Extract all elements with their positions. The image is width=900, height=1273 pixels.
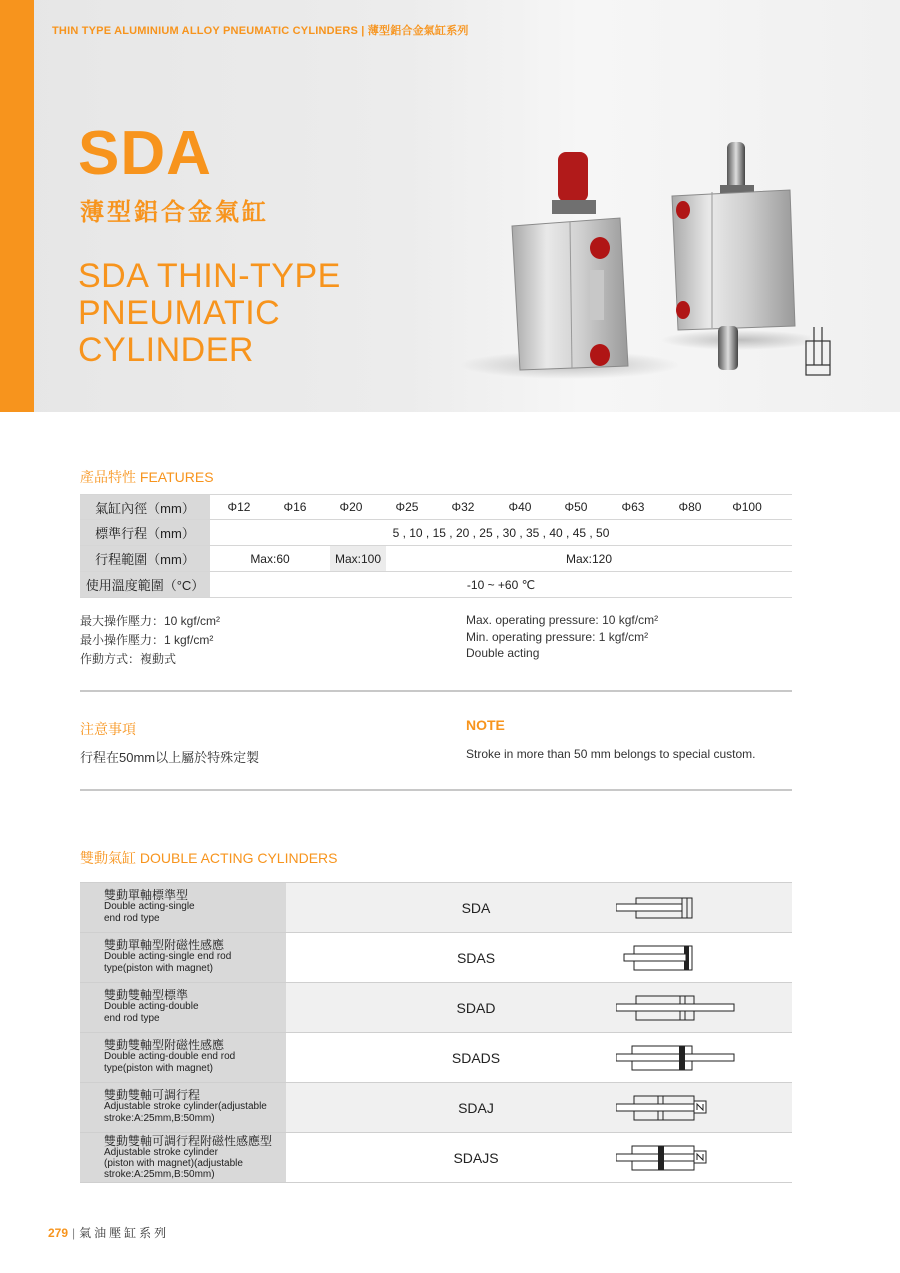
bore-value: Φ63 xyxy=(621,500,645,514)
type-name-english: type(piston with magnet) xyxy=(104,1063,213,1074)
bore-value: Φ100 xyxy=(732,500,762,514)
bore-value: Φ12 xyxy=(227,500,251,514)
features-table xyxy=(80,494,792,598)
bore-value: Φ20 xyxy=(339,500,363,514)
note-title-chinese: 注意事項 xyxy=(80,721,136,737)
type-name-english: Adjustable stroke cylinder xyxy=(104,1147,218,1158)
model-code: SDAJ xyxy=(286,1083,666,1132)
type-name-english: end rod type xyxy=(104,913,160,924)
symbol-cell xyxy=(666,933,792,982)
table-row xyxy=(80,1133,792,1183)
model-name: SDA xyxy=(78,119,212,188)
type-name-english: stroke:A:25mm,B:50mm) xyxy=(104,1169,215,1180)
symbol-cell xyxy=(666,1083,792,1132)
types-title: 雙動氣缸 DOUBLE ACTING CYLINDERS xyxy=(80,850,338,866)
hero-banner xyxy=(0,0,900,412)
type-name-english: Double acting-single end rod xyxy=(104,951,232,962)
type-name-chinese: 雙動雙軸型標準 xyxy=(104,988,189,1002)
english-name-line: PNEUMATIC xyxy=(78,294,281,332)
features-title: 產品特性 FEATURES xyxy=(80,469,214,485)
symbol-cell xyxy=(666,883,792,932)
range-value: Max:100 xyxy=(330,546,386,571)
spec-line: 最大操作壓力：10 kgf/cm² xyxy=(80,614,221,628)
stroke-values: 5 , 10 , 15 , 20 , 25 , 30 , 35 , 40 , 45 , 50 xyxy=(392,525,610,540)
divider xyxy=(80,789,792,791)
table-row xyxy=(80,933,792,983)
type-label xyxy=(80,883,286,932)
type-label xyxy=(80,983,286,1032)
single-rod-cylinder-icon xyxy=(616,883,746,933)
table-row xyxy=(80,520,792,546)
type-name-english: Double acting-double end rod xyxy=(104,1051,236,1062)
spec-line: Max. operating pressure: 10 kgf/cm² xyxy=(466,613,659,627)
series-title: THIN TYPE ALUMINIUM ALLOY PNEUMATIC CYLINDERS | 薄型鋁合金氣缸系列 xyxy=(52,25,469,37)
model-code: SDAS xyxy=(286,933,666,982)
table-row xyxy=(80,1083,792,1133)
english-name-line: CYLINDER xyxy=(78,331,254,369)
model-code: SDAJS xyxy=(286,1133,666,1182)
type-label xyxy=(80,933,286,982)
page-footer xyxy=(48,1224,169,1241)
types-table xyxy=(80,882,792,1183)
stroke-label: 標準行程（mm） xyxy=(80,520,210,545)
specs-chinese xyxy=(80,612,220,669)
spec-line: Double acting xyxy=(466,646,540,660)
single-rod-magnet-cylinder-icon xyxy=(616,933,746,983)
bore-label: 氣缸內徑（mm） xyxy=(80,495,210,519)
type-name-english: type(piston with magnet) xyxy=(104,963,213,974)
bore-value: Φ32 xyxy=(451,500,475,514)
table-row xyxy=(80,572,792,598)
divider xyxy=(80,690,792,692)
note-title-english: NOTE xyxy=(466,717,505,733)
specs-english xyxy=(466,612,658,662)
bore-value: Φ80 xyxy=(678,500,702,514)
table-row xyxy=(80,983,792,1033)
range-label: 行程範圍（mm） xyxy=(80,546,210,571)
model-code: SDADS xyxy=(286,1033,666,1082)
table-row xyxy=(80,546,792,572)
type-name-english: end rod type xyxy=(104,1013,160,1024)
range-value: Max:120 xyxy=(565,551,613,566)
type-label xyxy=(80,1033,286,1082)
symbol-cell xyxy=(666,1133,792,1182)
type-name-chinese: 雙動雙軸可調行程 xyxy=(104,1088,201,1102)
type-label xyxy=(80,1083,286,1132)
type-name-chinese: 雙動單軸標準型 xyxy=(104,888,189,902)
temperature-label: 使用溫度範圍（°C） xyxy=(80,572,210,597)
model-code: SDA xyxy=(286,883,666,932)
type-name-english: Double acting-double xyxy=(104,1001,199,1012)
type-name-chinese: 雙動單軸型附磁性感應 xyxy=(104,938,225,952)
page-number: 279 xyxy=(48,1226,69,1240)
range-value: Max:60 xyxy=(250,551,290,566)
adjustable-stroke-magnet-cylinder-icon xyxy=(616,1133,746,1183)
table-row xyxy=(80,494,792,520)
spec-line: Min. operating pressure: 1 kgf/cm² xyxy=(466,629,649,644)
table-row xyxy=(80,883,792,933)
bore-value: Φ25 xyxy=(395,500,419,514)
type-label xyxy=(80,1133,286,1182)
spec-line: 作動方式：複動式 xyxy=(80,652,177,666)
footer-text: 氣油壓缸系列 xyxy=(79,1226,170,1240)
footer-separator: | xyxy=(72,1226,76,1240)
cylinder-symbol-icon xyxy=(800,325,836,377)
bore-value: Φ16 xyxy=(283,500,307,514)
model-code: SDAD xyxy=(286,983,666,1032)
type-name-chinese: 雙動雙軸可調行程附磁性感應型 xyxy=(104,1134,273,1148)
type-name-english: stroke:A:25mm,B:50mm) xyxy=(104,1113,215,1124)
type-name-english: Adjustable stroke cylinder(adjustable xyxy=(104,1101,267,1112)
accent-side-bar xyxy=(0,0,34,412)
note-text-chinese: 行程在50mm以上屬於特殊定製 xyxy=(80,750,260,765)
temperature-value: -10 ~ +60 ℃ xyxy=(466,577,536,592)
spec-line: 最小操作壓力：1 kgf/cm² xyxy=(80,633,214,647)
double-rod-magnet-cylinder-icon xyxy=(616,1033,746,1083)
double-rod-cylinder-icon xyxy=(616,983,746,1033)
english-product-name xyxy=(78,258,341,369)
chinese-product-name: 薄型鋁合金氣缸 xyxy=(80,199,269,226)
type-name-english: Double acting-single xyxy=(104,901,195,912)
symbol-cell xyxy=(666,1033,792,1082)
product-photo xyxy=(450,130,810,390)
type-name-chinese: 雙動雙軸型附磁性感應 xyxy=(104,1038,225,1052)
symbol-cell xyxy=(666,983,792,1032)
note-text-english: Stroke in more than 50 mm belongs to special custom. xyxy=(466,747,756,761)
table-row xyxy=(80,1033,792,1083)
type-name-english: (piston with magnet)(adjustable xyxy=(104,1158,243,1169)
bore-value: Φ40 xyxy=(508,500,532,514)
bore-value: Φ50 xyxy=(564,500,588,514)
adjustable-stroke-cylinder-icon xyxy=(616,1083,746,1133)
english-name-line: SDA THIN-TYPE xyxy=(78,257,341,295)
